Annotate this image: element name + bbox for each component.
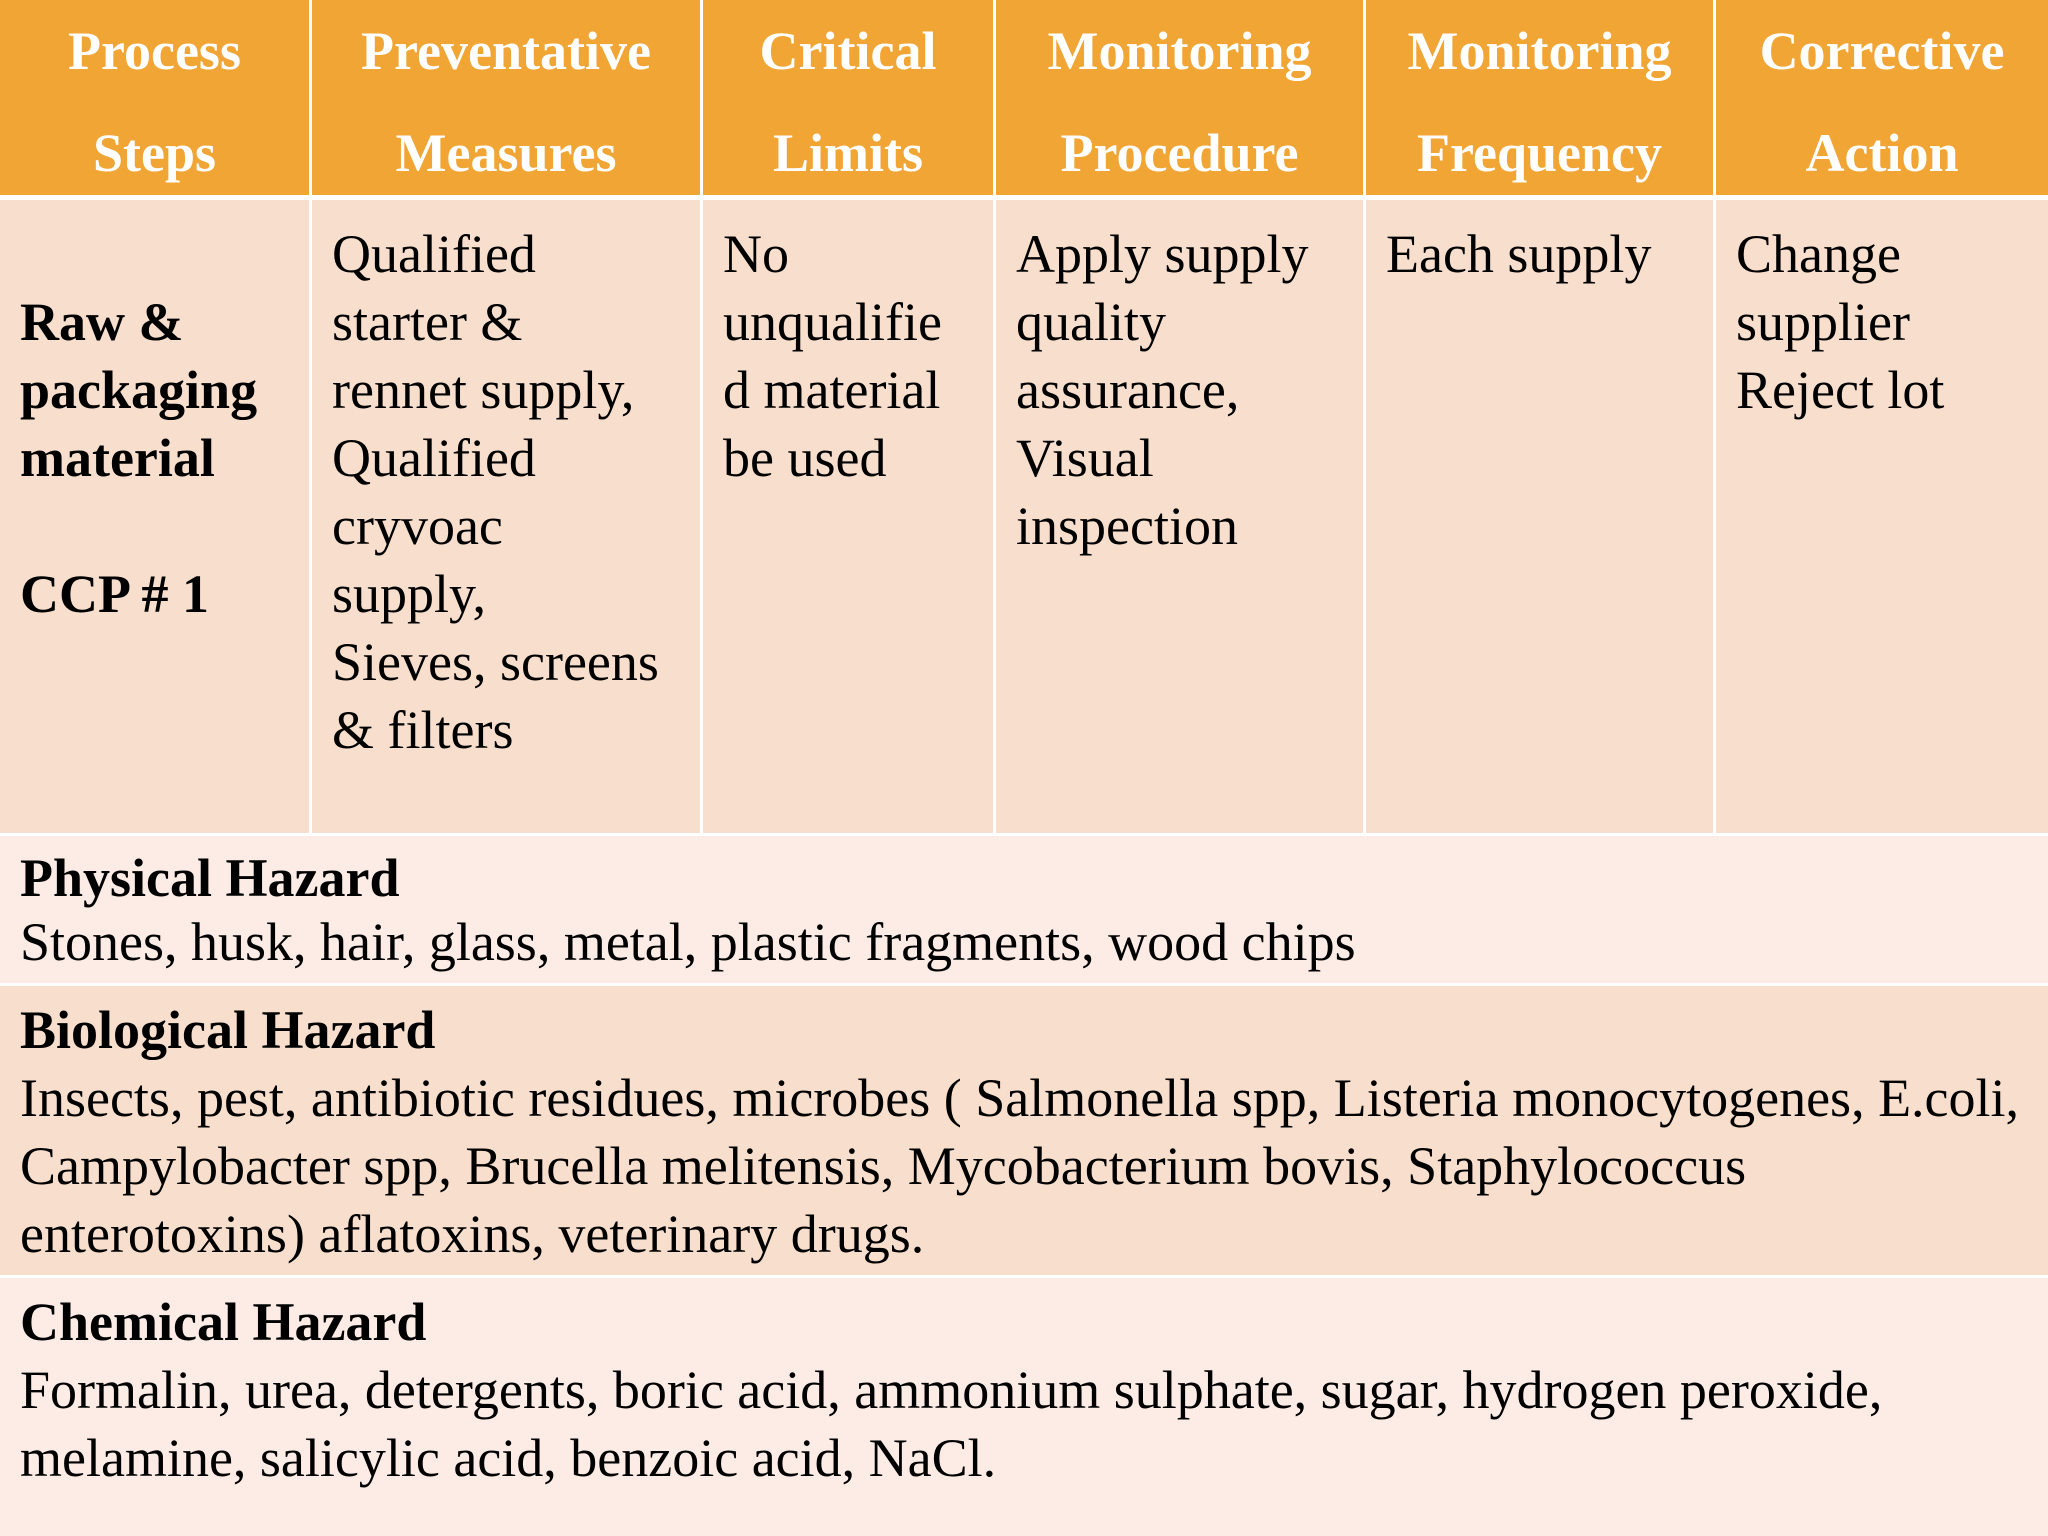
header-monitoring-procedure: Monitoring Procedure <box>996 0 1366 200</box>
physical-hazard-section <box>0 833 2048 983</box>
cell-monitoring-frequency: Each supply <box>1366 200 1716 833</box>
cell-preventative-measures: Qualified starter & rennet supply, Qualified cryvoac supply, Sieves, screens & filters <box>312 200 703 833</box>
biological-hazard-text: Insects, pest, antibiotic residues, microbes ( Salmonella spp, Listeria monocytogenes, E.coli, Campylobacter spp, Brucella melitensis, Mycobacterium bovis, Staphylococcus enterotoxins) aflatoxins, veterinary drugs. <box>20 1068 2020 1264</box>
biological-hazard-title: Biological Hazard <box>20 1000 436 1060</box>
process-step-text: Raw & packaging material <box>20 292 258 488</box>
physical-hazard-title: Physical Hazard <box>20 848 400 908</box>
table-header-row <box>0 0 2048 200</box>
chemical-hazard-title: Chemical Hazard <box>20 1292 427 1352</box>
cell-critical-limits: No unqualifie d material be used <box>703 200 996 833</box>
table-row <box>0 200 2048 833</box>
header-process-steps: Process Steps <box>0 0 312 200</box>
cell-corrective-action: Change supplier Reject lot <box>1716 200 2048 833</box>
ccp-label: CCP # 1 <box>20 564 209 624</box>
header-monitoring-frequency: Monitoring Frequency <box>1366 0 1716 200</box>
chemical-hazard-text: Formalin, urea, detergents, boric acid, ammonium sulphate, sugar, hydrogen peroxide, melamine, salicylic acid, benzoic acid, NaCl. <box>20 1360 1883 1488</box>
header-corrective-action: Corrective Action <box>1716 0 2048 200</box>
header-critical-limits: Critical Limits <box>703 0 996 200</box>
cell-monitoring-procedure: Apply supply quality assurance, Visual inspection <box>996 200 1366 833</box>
cell-process-step <box>0 200 312 833</box>
header-preventative-measures: Preventative Measures <box>312 0 703 200</box>
biological-hazard-section <box>0 983 2048 1275</box>
physical-hazard-text: Stones, husk, hair, glass, metal, plastic fragments, wood chips <box>20 912 1356 972</box>
chemical-hazard-section <box>0 1275 2048 1536</box>
